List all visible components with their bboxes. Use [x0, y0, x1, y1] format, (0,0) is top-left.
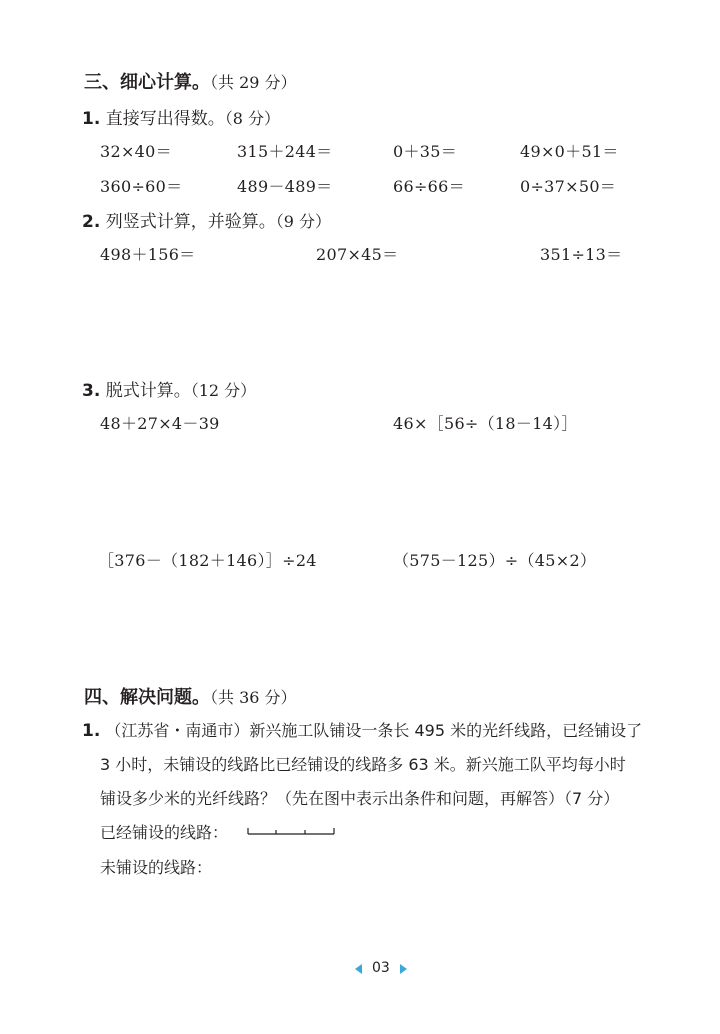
- q3-1-number: 1.: [82, 109, 101, 129]
- prev-arrow-icon: [355, 964, 362, 974]
- vertical-calc-item: 498＋156＝: [100, 245, 196, 264]
- q3-1-score: （8 分）: [224, 109, 280, 128]
- section4-title: 四、解决问题。: [84, 687, 210, 708]
- q3-3-number: 3.: [82, 381, 101, 401]
- calc-item: 0÷37×50＝: [520, 177, 617, 196]
- q4-1-line1: [82, 718, 642, 741]
- next-arrow-icon: [400, 964, 407, 974]
- q3-2-text: 列竖式计算，并验算。: [105, 212, 276, 232]
- q3-2-number: 2.: [82, 212, 101, 232]
- q3-1-heading: [82, 104, 280, 129]
- section3-heading: [84, 68, 297, 94]
- q3-1-text: 直接写出得数。: [105, 109, 225, 129]
- vertical-calc-item: 351÷13＝: [540, 245, 623, 264]
- calc-item: 360÷60＝: [100, 177, 183, 196]
- calc-item: 66÷66＝: [393, 177, 465, 196]
- problem-text-line: 铺设多少米的光纤线路？（先在图中表示出条件和问题，再解答）（7 分）: [100, 789, 620, 808]
- calc-item: 49×0＋51＝: [520, 142, 619, 161]
- done-line-diagram: [246, 823, 338, 839]
- section3-score: （共 29 分）: [210, 73, 297, 92]
- vertical-calc-item: 207×45＝: [316, 245, 399, 264]
- q3-2-heading: [82, 207, 331, 232]
- label-todo-line: 未铺设的线路：: [100, 858, 213, 877]
- calc-item: 489－489＝: [237, 177, 333, 196]
- stepwise-calc-item: ［376－（182＋146）］÷24: [98, 551, 317, 570]
- calc-item: 315＋244＝: [237, 142, 333, 161]
- section3-title: 三、细心计算。: [84, 72, 210, 93]
- section4-score: （共 36 分）: [210, 688, 297, 707]
- q3-2-score: （9 分）: [275, 212, 331, 231]
- stepwise-calc-item: 46×［56÷（18－14）］: [393, 414, 578, 433]
- problem-text-line: （江苏省・南通市）新兴施工队铺设一条长 495 米的光纤线路，已经铺设了: [105, 721, 643, 740]
- label-done-line: 已经铺设的线路：: [100, 823, 229, 842]
- problem-text-line: 3 小时，未铺设的线路比已经铺设的线路多 63 米。新兴施工队平均每小时: [100, 755, 626, 774]
- section4-heading: [84, 683, 297, 709]
- q3-3-heading: [82, 376, 256, 401]
- calc-item: 32×40＝: [100, 142, 172, 161]
- page-number: 03: [372, 960, 390, 976]
- stepwise-calc-item: 48＋27×4－39: [100, 414, 220, 433]
- q3-3-score: （12 分）: [190, 381, 257, 400]
- q4-1-number: 1.: [82, 721, 101, 741]
- q3-3-text: 脱式计算。: [105, 381, 191, 401]
- calc-item: 0＋35＝: [393, 142, 458, 161]
- stepwise-calc-item: （575－125）÷（45×2）: [393, 551, 597, 570]
